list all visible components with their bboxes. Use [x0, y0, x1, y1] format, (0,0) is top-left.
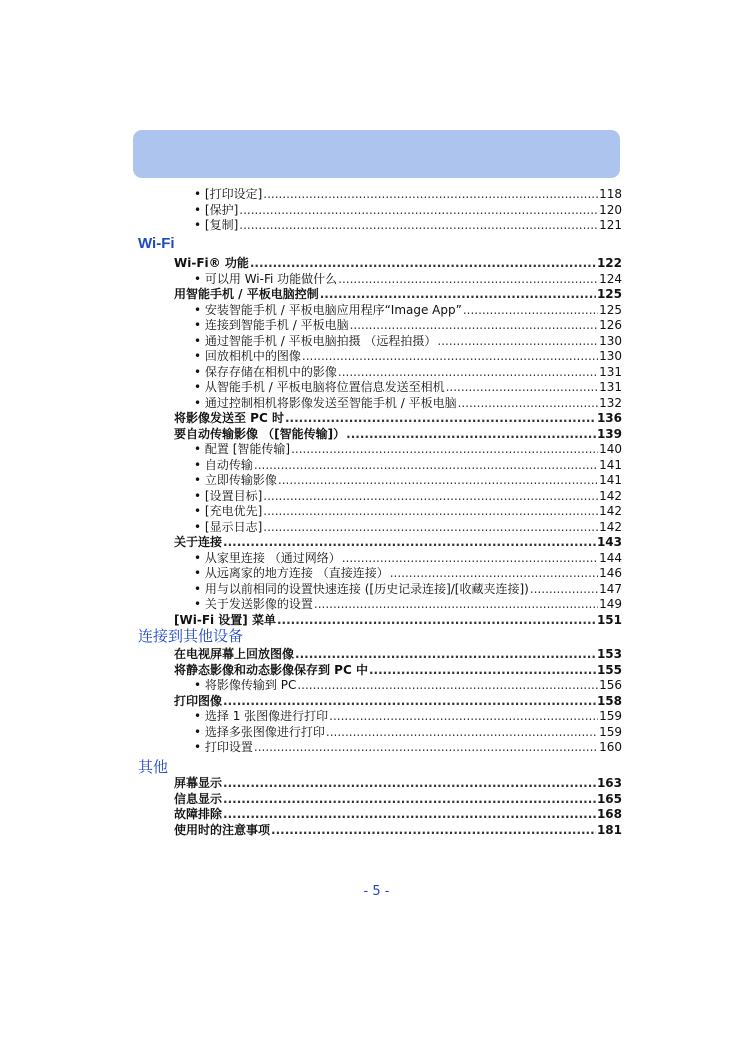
toc-entry[interactable] [174, 823, 622, 838]
dot-leader [350, 318, 599, 333]
toc-entry-page: 126 [599, 318, 622, 332]
dot-leader [263, 504, 598, 519]
toc-entry-title: • 通过智能手机 / 平板电脑拍摄 （远程拍摄） [194, 333, 437, 348]
toc-entry[interactable] [194, 520, 622, 535]
toc-entry-title: 屏幕显示 [174, 776, 223, 790]
toc-entry[interactable] [194, 380, 622, 395]
toc-entry-title: 用智能手机 / 平板电脑控制 [174, 287, 319, 301]
toc-entry-title: • 从家里连接 （通过网络） [194, 550, 341, 565]
toc-entry-title: • 关于发送影像的设置 [194, 597, 313, 611]
toc-entry-page: 132 [599, 395, 622, 410]
toc-entry-title: • 可以用 Wi-Fi 功能做什么 [194, 271, 338, 286]
toc-entry-page: 163 [596, 776, 622, 790]
toc-entry-page: 142 [599, 488, 622, 503]
section-heading-wifi: Wi-Fi [138, 235, 175, 252]
toc-entry[interactable] [194, 582, 622, 597]
dot-leader [369, 663, 596, 678]
toc-entry[interactable] [174, 792, 622, 807]
toc-entry[interactable] [174, 807, 622, 822]
toc-entry[interactable] [174, 663, 622, 678]
toc-entry[interactable] [174, 427, 622, 442]
dot-leader [291, 442, 598, 457]
toc-entry-page: 124 [599, 271, 622, 286]
toc-entry-title: 将静态影像和动态影像保存到 PC 中 [174, 662, 368, 677]
toc-entry-title: 将影像发送至 PC 时 [174, 411, 284, 425]
dot-leader [254, 740, 598, 755]
page-number: - 5 - [363, 884, 390, 899]
toc-entry-page: 146 [599, 566, 622, 580]
toc-entry[interactable] [194, 504, 622, 519]
toc-entry[interactable] [194, 396, 622, 411]
toc-entry-title: • 打印设置 [194, 740, 253, 754]
toc-entry-page: 121 [599, 218, 622, 232]
dot-leader [297, 678, 598, 693]
toc-entry-page: 141 [599, 473, 622, 487]
dot-leader [295, 647, 596, 662]
toc-entry[interactable] [194, 725, 622, 740]
toc-entry-page: 140 [599, 442, 622, 456]
toc-entry-title: • 回放相机中的图像 [194, 349, 301, 363]
section-heading-other: 其他 [138, 758, 169, 776]
toc-entry-title: • 自动传输 [194, 457, 253, 472]
toc-entry[interactable] [194, 458, 622, 473]
toc-entry-title: [Wi-Fi 设置] 菜单 [174, 612, 276, 627]
dot-leader [250, 256, 596, 271]
dot-leader [326, 725, 598, 740]
toc-entry-title: • [复制] [194, 218, 239, 232]
toc-entry[interactable] [174, 535, 622, 550]
toc-entry-page: 139 [596, 426, 622, 441]
toc-entry-page: 131 [599, 380, 622, 394]
toc-entry-title: • 立即传输影像 [194, 473, 277, 487]
dot-leader [302, 349, 598, 364]
dot-leader [320, 287, 596, 302]
toc-entry-page: 131 [599, 364, 622, 379]
toc-entry-title: • 连接到智能手机 / 平板电脑 [194, 318, 349, 332]
toc-entry-title: • 配置 [智能传输] [194, 442, 291, 456]
toc-entry-page: 120 [599, 202, 622, 217]
dot-leader [271, 823, 596, 838]
toc-entry-title: • 保存存储在相机中的影像 [194, 364, 337, 379]
toc-entry-page: 122 [596, 256, 622, 270]
toc-entry-page: 130 [599, 333, 622, 348]
toc-entry-title: 信息显示 [174, 791, 223, 806]
toc-entry[interactable] [194, 334, 622, 349]
toc-entry-page: 141 [599, 457, 622, 472]
dot-leader [223, 807, 596, 822]
toc-entry-title: • [设置目标] [194, 488, 263, 503]
toc-entry-title: 故障排除 [174, 807, 223, 821]
toc-entry[interactable] [194, 218, 622, 233]
toc-entry-page: 168 [596, 807, 622, 821]
toc-entry-page: 136 [596, 411, 622, 425]
toc-entry[interactable] [194, 566, 622, 581]
toc-entry-page: 159 [599, 709, 622, 723]
dot-leader [338, 365, 598, 380]
dot-leader [437, 334, 598, 349]
dot-leader [263, 187, 598, 202]
toc-entry-title: 要自动传输影像 （[智能传输]） [174, 426, 346, 441]
dot-leader [277, 613, 596, 628]
toc-entry-page: 158 [596, 693, 622, 708]
toc-entry-title: • 选择 1 张图像进行打印 [194, 709, 329, 723]
toc-entry-title: • 从智能手机 / 平板电脑将位置信息发送至相机 [194, 380, 445, 394]
dot-leader [263, 489, 598, 504]
dot-leader [530, 582, 598, 597]
toc-entry[interactable] [194, 740, 622, 755]
toc-entry-title: • [充电优先] [194, 504, 263, 518]
toc-entry[interactable] [174, 694, 622, 709]
toc-entry[interactable] [194, 365, 622, 380]
toc-entry[interactable] [194, 597, 622, 612]
dot-leader [458, 396, 599, 411]
dot-leader [239, 218, 598, 233]
toc-entry[interactable] [174, 647, 622, 662]
dot-leader [263, 520, 598, 535]
toc-entry-title: • [打印设定] [194, 187, 263, 201]
toc-entry-title: • 通过控制相机将影像发送至智能手机 / 平板电脑 [194, 395, 457, 410]
dot-leader [338, 272, 598, 287]
toc-entry-page: 155 [596, 662, 622, 677]
toc-entry[interactable] [194, 709, 622, 724]
dot-leader [223, 694, 596, 709]
toc-entry-title: 关于连接 [174, 535, 223, 549]
toc-entry-title: • 用与以前相同的设置快速连接 ([历史记录连接]/[收藏夹连接]) [194, 581, 529, 596]
dot-leader [342, 551, 598, 566]
dot-leader [446, 380, 599, 395]
toc-entry[interactable] [194, 318, 622, 333]
dot-leader [278, 473, 598, 488]
toc-entry-page: 181 [596, 822, 622, 837]
dot-leader [346, 427, 596, 442]
toc-entry-title: • 将影像传输到 PC [194, 678, 297, 692]
toc-entry-title: 使用时的注意事项 [174, 822, 271, 837]
toc-entry-title: 在电视屏幕上回放图像 [174, 647, 295, 661]
toc-entry[interactable] [174, 256, 622, 271]
dot-leader [285, 411, 596, 426]
toc-entry-title: • [显示日志] [194, 519, 263, 534]
toc-entry-page: 144 [599, 550, 622, 565]
toc-entry-page: 130 [599, 349, 622, 363]
toc-entry-page: 147 [599, 581, 622, 596]
dot-leader [239, 203, 598, 218]
toc-entry-title: • 安装智能手机 / 平板电脑应用程序“Image App” [194, 302, 462, 317]
toc-entry[interactable] [194, 473, 622, 488]
toc-entry[interactable] [194, 187, 622, 202]
section-heading-connect: 连接到其他设备 [138, 627, 244, 645]
dot-leader [314, 597, 598, 612]
toc-entry-page: 142 [599, 504, 622, 518]
toc-entry-page: 153 [596, 647, 622, 661]
dot-leader [254, 458, 598, 473]
toc-entry[interactable] [194, 678, 622, 693]
toc-entry-page: 149 [599, 597, 622, 611]
toc-entry[interactable] [174, 287, 622, 302]
toc-entry-page: 142 [599, 519, 622, 534]
toc-entry[interactable] [174, 411, 622, 426]
toc-entry[interactable] [194, 349, 622, 364]
toc-entry[interactable] [174, 613, 622, 628]
toc-entry-title: • [保护] [194, 202, 239, 217]
toc-entry-title: • 从远离家的地方连接 （直接连接） [194, 566, 389, 580]
toc-entry-page: 151 [596, 612, 622, 627]
dot-leader [463, 303, 598, 318]
toc-entry-page: 118 [599, 187, 622, 201]
toc-entry[interactable] [194, 203, 622, 218]
toc-entry-page: 159 [599, 724, 622, 739]
toc-entry-page: 125 [599, 302, 622, 317]
dot-leader [223, 535, 596, 550]
toc-entry[interactable] [194, 442, 622, 457]
toc-entry-title: 打印图像 [174, 693, 223, 708]
toc-entry-page: 165 [596, 791, 622, 806]
toc-entry[interactable] [194, 489, 622, 504]
toc-entry[interactable] [194, 272, 622, 287]
toc-entry[interactable] [174, 776, 622, 791]
toc-entry-page: 143 [596, 535, 622, 549]
toc-entry-page: 156 [599, 678, 622, 692]
toc-entry-title: Wi-Fi® 功能 [174, 256, 249, 270]
dot-leader [223, 776, 596, 791]
dot-leader [390, 566, 598, 581]
dot-leader [329, 709, 598, 724]
toc-entry[interactable] [194, 551, 622, 566]
toc-entry-page: 125 [596, 287, 622, 301]
dot-leader [223, 792, 596, 807]
toc-entry-title: • 选择多张图像进行打印 [194, 724, 325, 739]
toc-entry[interactable] [194, 303, 622, 318]
header-banner [133, 130, 620, 178]
toc-entry-page: 160 [599, 740, 622, 754]
